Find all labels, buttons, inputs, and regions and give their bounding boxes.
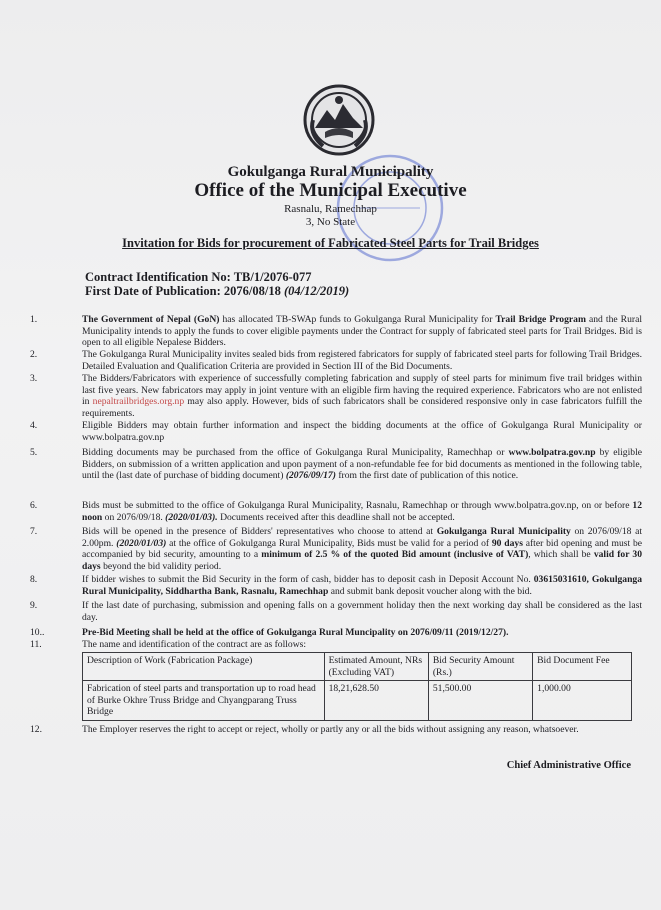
office-location: Rasnalu, Ramechhap [284, 203, 377, 215]
publication-date [85, 284, 349, 299]
office-title: Office of the Municipal Executive [194, 180, 467, 201]
list-item: 9. If the last date of purchasing, submission and opening falls on a government holiday then the next working day shall be considered as the last day. [30, 600, 642, 623]
table-cell: Fabrication of steel parts and transportation up to road head of Burke Okhre Truss Bridge and Chyangparang Truss Bridge [83, 681, 325, 721]
table-cell: 51,500.00 [428, 681, 532, 721]
list-item: 7. Bids will be opened in the presence of Bidders' representatives who choose to attend at Gokulganga Rural Municipality on 2076/09/18 at 2.00pm. (2020/01/03) at the office of Gokulganga Rural Municipality, Bids must be valid for a period of 90 days after bid opening and must be accompanied by bid security, amounting to a minimum of 2.5 % of the quoted Bid amount (inclusive of VAT), which shall be valid for 30 days beyond the bid validity period. [30, 526, 643, 572]
table-header: Description of Work (Fabrication Package) [83, 653, 325, 681]
table-cell: 1,000.00 [533, 681, 632, 721]
table-header: Bid Document Fee [533, 653, 632, 681]
table-header: Bid Security Amount (Rs.) [428, 653, 532, 681]
municipality-name: Gokulganga Rural Municipality [227, 164, 434, 180]
list-item: 3. The Bidders/Fabricators with experience of successfully completing fabrication and supply of steel parts for minimum five trail bridges within last five years. New fabricators may apply in joint venture with an eligible firm having the required experience. Fabricators who are not enlisted in nepaltrailbridges.org.np may also apply. However, bids of such fabricators shall be considered responsive only in case fabricators fulfill the requirements. [30, 373, 642, 419]
publication-date-label: First Date of Publication: 2076/08/18 [85, 284, 284, 298]
list-item: 8. If bidder wishes to submit the Bid Security in the form of cash, bidder has to deposit cash in Deposit Account No. 03615031610, Gokulganga Rural Municipality, Siddhartha Bank, Rasnalu, Ramechhap and submit bank deposit voucher along with the bid. [30, 574, 643, 597]
office-state: 3, No State [305, 216, 356, 228]
list-item: 1. The Government of Nepal (GoN) has allocated TB-SWAp funds to Gokulganga Rural Municipality for Trail Bridge Program and the Rural Municipality intends to apply the funds to cover eligible payments under the Contract for supply of fabricated steel parts for Trail Bridges. Bid is open to all eligible Nepalese Bidders. [30, 314, 642, 349]
table-row [83, 681, 632, 721]
table-header-row [83, 653, 632, 681]
list-item: 5. Bidding documents may be purchased from the office of Gokulganga Rural Municipality, Ramechhap or www.bolpatra.gov.np by eligible Bidders, on submission of a written application and upon payment of a non-refundable fee for bid documents as mentioned in the following table, until the (last date of purchase of bidding document) (2076/09/17) from the first date of publication of this notice. [30, 447, 642, 482]
notice-title: Invitation for Bids for procurement of Fabricated Steel Parts for Trail Bridges [122, 236, 539, 250]
list-item: 11. The name and identification of the contract are as follows: [30, 639, 307, 650]
table-cell: 18,21,628.50 [324, 681, 428, 721]
list-item: 2. The Gokulganga Rural Municipality invites sealed bids from registered fabricators for supply of fabricated steel parts for following Trail Bridges. Detailed Evaluation and Qualification Criteria are provided in Section III of the Bid Documents. [30, 349, 642, 372]
contract-table [82, 652, 632, 721]
enlistment-link[interactable]: nepaltrailbridges.org.np [92, 396, 185, 408]
signature-title: Chief Administrative Office [506, 760, 631, 771]
list-item: 12. The Employer reserves the right to accept or reject, wholly or partly any or all the bids without assigning any reason, whatsoever. [30, 724, 579, 735]
government-emblem-icon [303, 84, 375, 156]
table-header: Estimated Amount, NRs (Excluding VAT) [324, 653, 428, 681]
list-item: 10.. Pre-Bid Meeting shall be held at the office of Gokulganga Rural Muncipality on 2076/09/11 (2019/12/27). [30, 627, 509, 638]
publication-date-ad: (04/12/2019) [283, 284, 350, 298]
list-item: 4. Eligible Bidders may obtain further information and inspect the bidding documents at the office of Gokulganga Rural Municipality or www.bolpatra.gov.np [30, 420, 642, 443]
contract-id: Contract Identification No: TB/1/2076-077 [85, 270, 312, 284]
list-item: 6. Bids must be submitted to the office of Gokulganga Rural Municipality, Rasnalu, Ramechhap or through www.bolpatra.gov.np, on or before 12 noon on 2076/09/18. (2020/01/03). Documents received after this deadline shall not be accepted. [30, 500, 642, 523]
